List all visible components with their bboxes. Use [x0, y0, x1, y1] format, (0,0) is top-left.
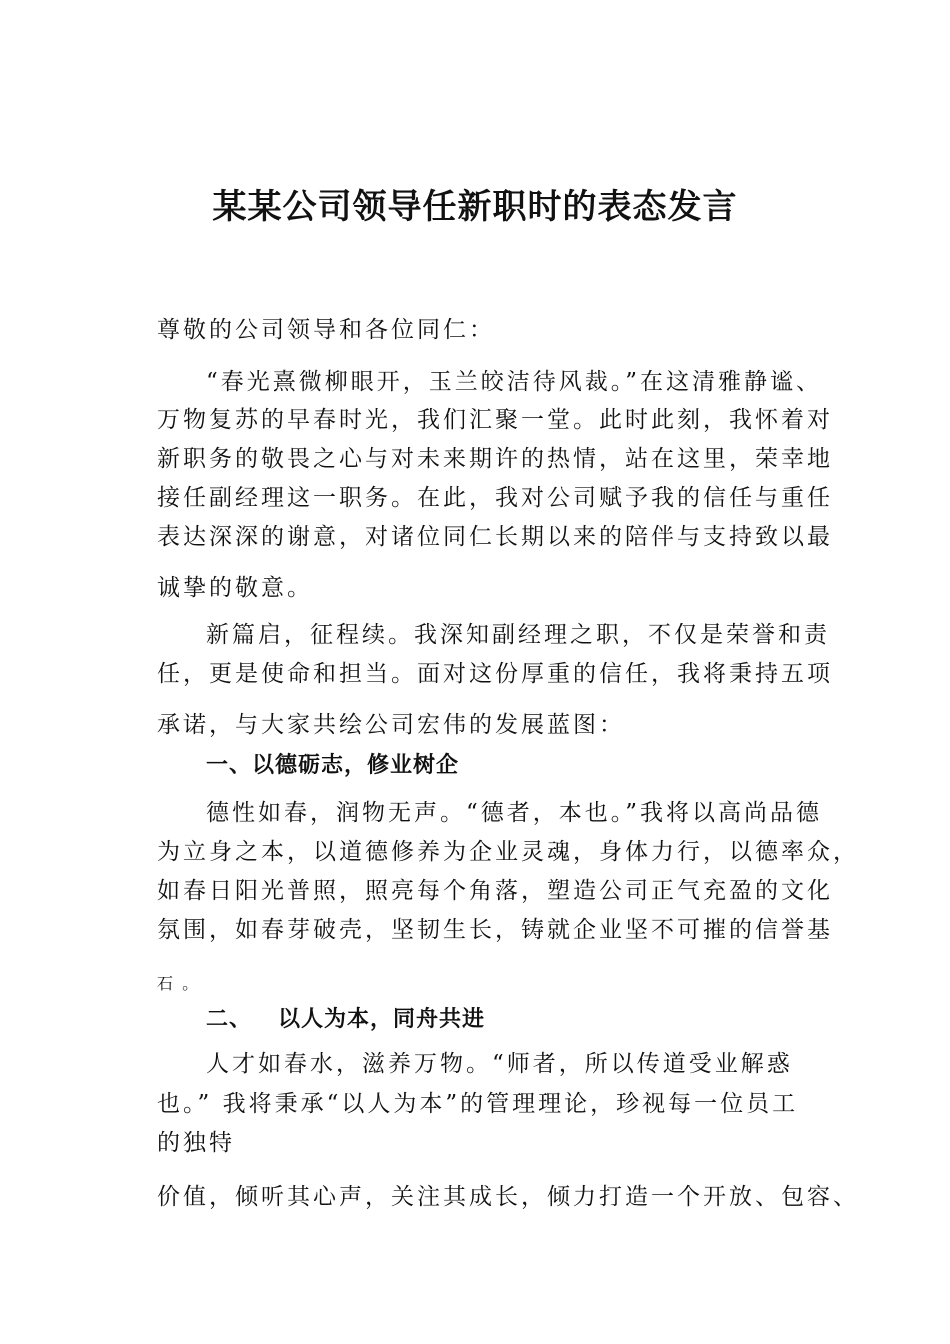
section-heading-2 — [206, 1004, 485, 1036]
paragraph-1-line-4: 接任副经理这一职务。在此，我对公司赋予我的信任与重任 — [157, 485, 833, 511]
paragraph-4-line-3: 的独特 — [157, 1130, 235, 1156]
paragraph-1-line-1: “春光熹微柳眼开，玉兰皎洁待风裁。”在这清雅静谧、 — [206, 369, 823, 395]
salutation: 尊敬的公司领导和各位同仁： — [157, 317, 495, 343]
paragraph-3-line-5: 石 。 — [157, 974, 201, 993]
paragraph-2-line-2: 任，更是使命和担当。面对这份厚重的信任，我将秉持五项 — [157, 661, 833, 687]
paragraph-2-line-1: 新篇启，征程续。我深知副经理之职，不仅是荣誉和责 — [206, 622, 830, 648]
paragraph-1-line-5: 表达深深的谢意，对诸位同仁长期以来的陪伴与支持致以最 — [157, 524, 833, 550]
paragraph-2-line-3: 承诺，与大家共绘公司宏伟的发展蓝图： — [157, 712, 625, 738]
paragraph-1-line-3: 新职务的敬畏之心与对未来期许的热情，站在这里，荣幸地 — [157, 446, 833, 472]
paragraph-4-line-1: 人才如春水，滋养万物。“师者，所以传道受业解惑 — [206, 1051, 793, 1077]
section-heading-2-number: 二、 — [206, 1007, 253, 1032]
section-heading-1: 一、以德砺志，修业树企 — [206, 753, 460, 778]
paragraph-1-line-6: 诚挚的敬意。 — [157, 575, 313, 601]
paragraph-3-line-3: 如春日阳光普照，照亮每个角落，塑造公司正气充盈的文化 — [157, 878, 833, 904]
section-heading-2-text: 以人为本，同舟共进 — [278, 1007, 486, 1032]
paragraph-4-line-2: 也。” 我将秉承“以人为本”的管理理论，珍视每一位员工 — [157, 1091, 799, 1117]
paragraph-3-line-2: 为立身之本，以道德修养为企业灵魂，身体力行，以德率众， — [157, 839, 859, 865]
paragraph-3-line-1: 德性如春，润物无声。“德者，本也。”我将以高尚品德 — [206, 800, 823, 826]
paragraph-1-line-2: 万物复苏的早春时光，我们汇聚一堂。此时此刻，我怀着对 — [157, 407, 833, 433]
paragraph-3-line-4: 氛围，如春芽破壳，坚韧生长，铸就企业坚不可摧的信誉基 — [157, 917, 833, 943]
document-title: 某某公司领导任新职时的表态发言 — [212, 187, 738, 227]
paragraph-4-line-4: 价值，倾听其心声，关注其成长，倾力打造一个开放、包容、 — [157, 1184, 859, 1210]
